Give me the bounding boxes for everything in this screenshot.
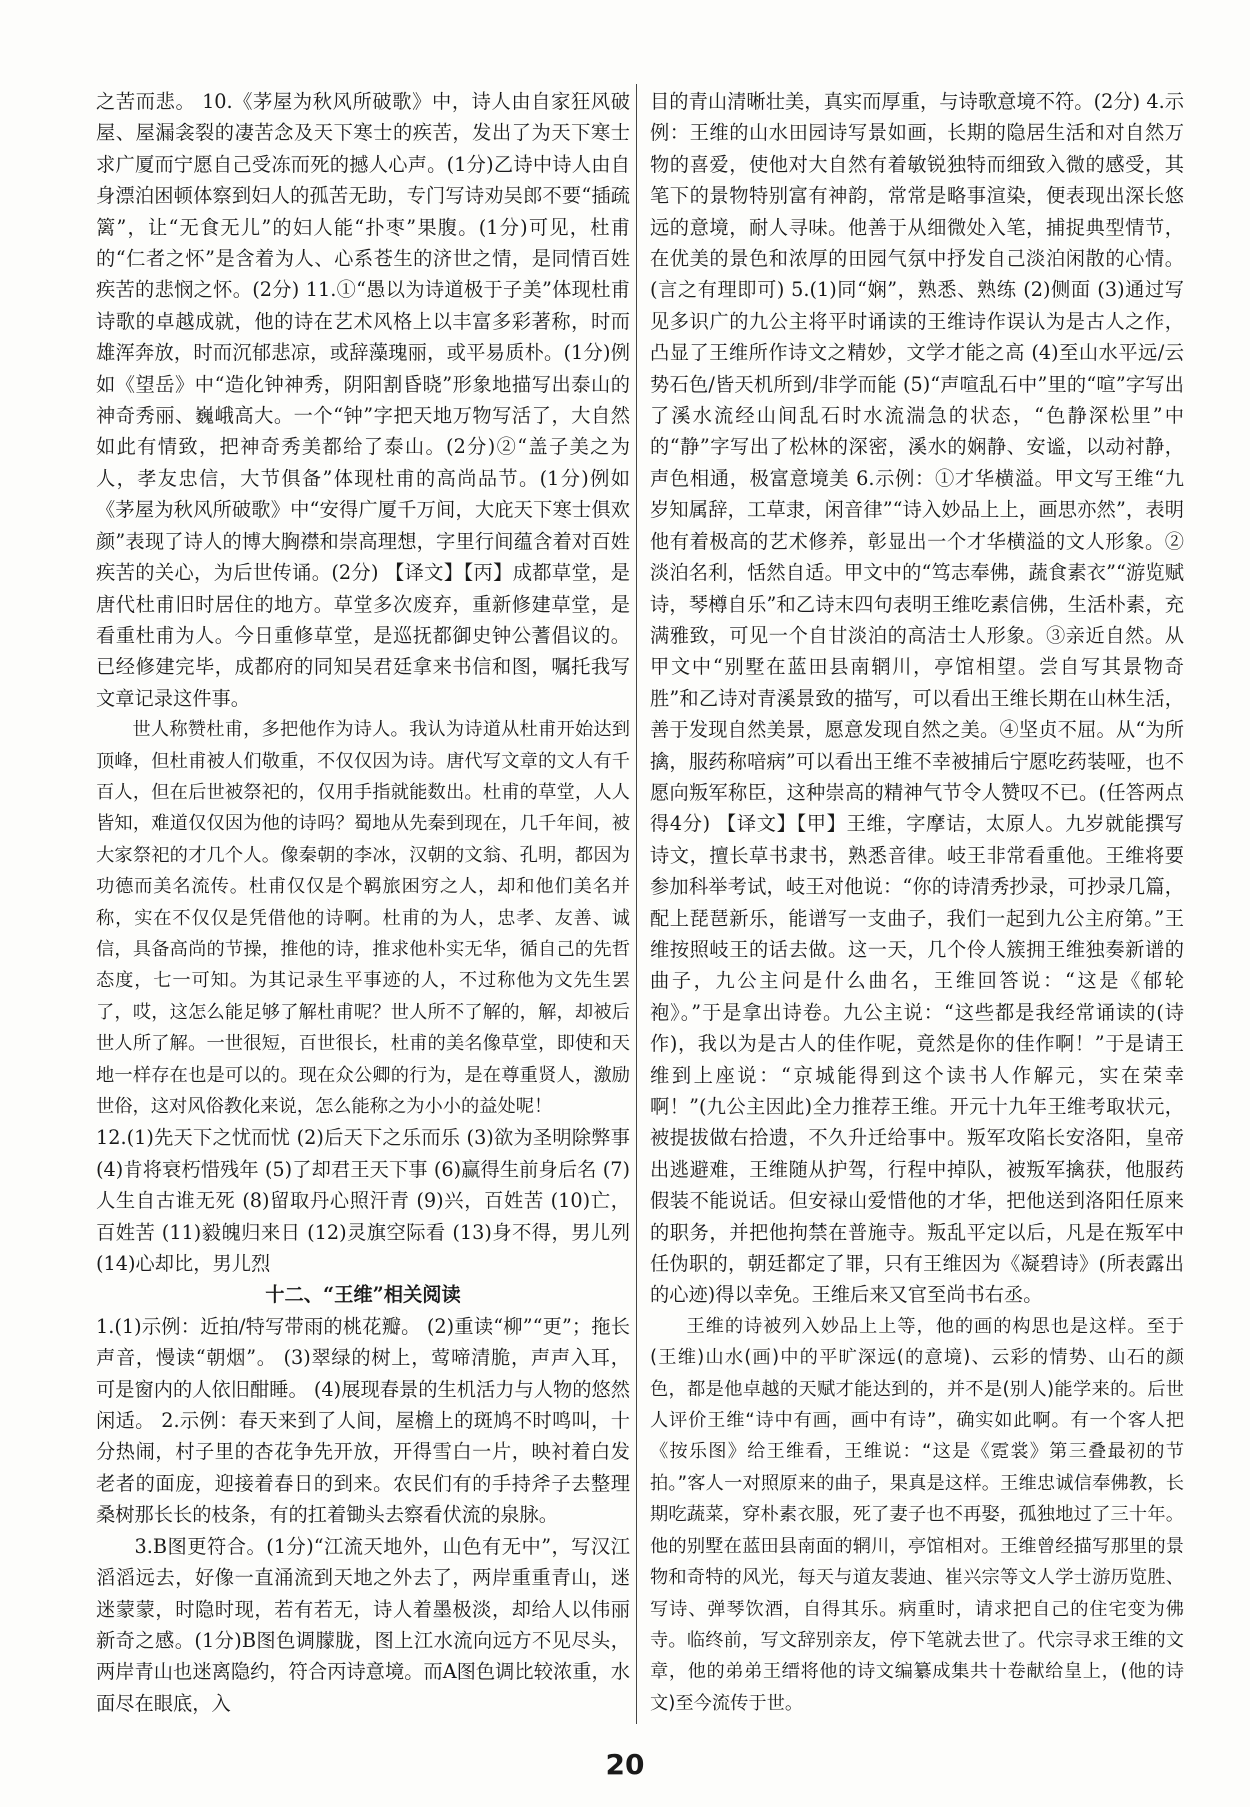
- answer-text-block: 12.(1)先天下之忧而忧 (2)后天下之乐而乐 (3)欲为圣明除弊事 (4)肯将衰朽惜残年 (5)了却君王天下事 (6)赢得生前身后名 (7)人生自古谁无死 (8)留取丹心照汗青 (9)兴，百姓苦 (10)亡，百姓苦 (11)毅魄归来日 (12)灵旗空际看 (13)身不得，男儿列 (14)心却比，男儿烈: [96, 1126, 630, 1276]
- answer-text-block: 目的青山清晰壮美，真实而厚重，与诗歌意境不符。(2分) 4.示例：王维的山水田园诗写景如画，长期的隐居生活和对自然万物的喜爱，使他对大自然有着敏锐独特而细致入微的感受，其笔下的景物特别富有神韵，常常是略事渲染，便表现出深长悠远的意境，耐人寻味。他善于从细微处入笔，捕捉典型情节，在优美的景色和浓厚的田园气氛中抒发自己淡泊闲散的心情。(言之有理即可) 5.(1)同“娴”，熟悉、熟练 (2)侧面 (3)通过写见多识广的九公主将平时诵读的王维诗作误认为是古人之作，凸显了王维所作诗文之精妙，文学才能之高 (4)至山水平远/云势石色/皆天机所到/非学而能 (5)“声喧乱石中”里的“喧”字写出了溪水流经山间乱石时水流湍急的状态，“色静深松里”中的“静”字写出了松林的深密，溪水的娴静、安谧，以动衬静，声色相通，极富意境美 6.示例：①才华横溢。甲文写王维“九岁知属辞，工草隶，闲音律”“诗入妙品上上，画思亦然”，表明他有着极高的艺术修养，彰显出一个才华横溢的文人形象。②淡泊名利，恬然自适。甲文中的“笃志奉佛，蔬食素衣”“游览赋诗，琴樽自乐”和乙诗末四句表明王维吃素信佛，生活朴素，充满雅致，可见一个自甘淡泊的高洁士人形象。③亲近自然。从甲文中“别墅在蓝田县南辋川，亭馆相望。尝自写其景物奇胜”和乙诗对青溪景致的描写，可以看出王维长期在山林生活，善于发现自然美景，愿意发现自然之美。④坚贞不屈。从“为所擒，服药称喑病”可以看出王维不幸被捕后宁愿吃药装哑，也不愿向叛军称臣，这种崇高的精神气节令人赞叹不已。(任答两点得4分) 【译文】【甲】王维，字摩诘，太原人。九岁就能撰写诗文，擅长草书隶书，熟悉音律。岐王非常看重他。王维将要参加科举考试，岐王对他说：“你的诗清秀抄录，可抄录几篇，配上琵琶新乐，能谱写一支曲子，我们一起到九公主府第。”王维按照岐王的话去做。这一天，几个伶人簇拥王维独奏新谱的曲子，九公主问是什么曲名，王维回答说：“这是《郁轮袍》。”于是拿出诗卷。九公主说：“这些都是我经常诵读的(诗作)，我以为是古人的佳作呢，竟然是你的佳作啊！”于是请王维到上座说：“京城能得到这个读书人作解元，实在荣幸啊！”(九公主因此)全力推荐王维。开元十九年王维考取状元，被提拔做右拾遗，不久升迁给事中。叛军攻陷长安洛阳，皇帝出逃避难，王维随从护驾，行程中掉队，被叛军擒获，他服药假装不能说话。但安禄山爱惜他的才华，把他送到洛阳任原来的职务，并把他拘禁在普施寺。叛乱平定以后，凡是在叛军中任伪职的，朝廷都定了罪，只有王维因为《凝碧诗》(所表露出的心迹)得以幸免。王维后来又官至尚书右丞。: [650, 90, 1184, 1307]
- translation-paragraph: 王维的诗被列入妙品上上等，他的画的构思也是这样。至于(王维)山水(画)中的平旷深远(的意境)、云彩的情势、山石的颜色，都是他卓越的天赋才能达到的，并不是(别人)能学来的。后世人评价王维“诗中有画，画中有诗”，确实如此啊。有一个客人把《按乐图》给王维看，王维说：“这是《霓裳》第三叠最初的节拍。”客人一对照原来的曲子，果真是这样。王维忠诚信奉佛教，长期吃蔬菜，穿朴素衣服，死了妻子也不再娶，孤独地过了三十年。他的别墅在蓝田县南面的辋川，亭馆相对。王维曾经描写那里的景物和奇特的风光，每天与道友裴迪、崔兴宗等文人学士游历览胜、写诗、弹琴饮酒，自得其乐。病重时，请求把自己的住宅变为佛寺。临终前，写文辞别亲友，停下笔就去世了。代宗寻求王维的文章，他的弟弟王缙将他的诗文编纂成集共十卷献给皇上，(他的诗文)至今流传于世。: [650, 1315, 1184, 1714]
- section-title: 十二、“王维”相关阅读: [265, 1283, 461, 1307]
- answer-text-block: 3.B图更符合。(1分)“江流天地外，山色有无中”，写汉江滔滔远去，好像一直涌流到天地之外去了，两岸重重青山，迷迷蒙蒙，时隐时现，若有若无，诗人着墨极淡，却给人以伟丽新奇之感。(1分)B图色调朦胧，图上江水流向远方不见尽头，两岸青山也迷离隐约，符合丙诗意境。而A图色调比较浓重，水面尽在眼底，入: [96, 1534, 630, 1715]
- answer-text-block: 之苦而悲。 10.《茅屋为秋风所破歌》中，诗人由自家狂风破屋、屋漏衾裂的凄苦念及天下寒士的疾苦，发出了为天下寒士求广厦而宁愿自己受冻而死的撼人心声。(1分)乙诗中诗人由自身漂泊困顿体察到妇人的孤苦无助，专门写诗劝吴郎不要“插疏篱”，让“无食无儿”的妇人能“扑枣”果腹。(1分)可见，杜甫的“仁者之怀”是含着为人、心系苍生的济世之情，是同情百姓疾苦的悲悯之怀。(2分) 11.①“愚以为诗道极于子美”体现杜甫诗歌的卓越成就，他的诗在艺术风格上以丰富多彩著称，时而雄浑奔放，时而沉郁悲凉，或辞藻瑰丽，或平易质朴。(1分)例如《望岳》中“造化钟神秀，阴阳割昏晓”形象地描写出泰山的神奇秀丽、巍峨高大。一个“钟”字把天地万物写活了，大自然如此有情致，把神奇秀美都给了泰山。(2分)②“盖子美之为人，孝友忠信，大节俱备”体现杜甫的高尚品节。(1分)例如《茅屋为秋风所破歌》中“安得广厦千万间，大庇天下寒士俱欢颜”表现了诗人的博大胸襟和崇高理想，字里行间蕴含着对百姓疾苦的关心，为后世传诵。(2分) 【译文】【丙】成都草堂，是唐代杜甫旧时居住的地方。草堂多次废弃，重新修建草堂，是看重杜甫为人。今日重修草堂，是巡抚都御史钟公蓍倡议的。已经修建完毕，成都府的同知吴君廷拿来书信和图，嘱托我写文章记录这件事。: [96, 90, 630, 710]
- left-column: [96, 86, 630, 1719]
- answer-text-block: 1.(1)示例：近拍/特写带雨的桃花瓣。 (2)重读“柳”“更”；拖长声音，慢读“朝烟”。 (3)翠绿的树上，莺啼清脆，声声入耳，可是窗内的人依旧酣睡。 (4)展现春景的生机活力与人物的悠然闲适。 2.示例：春天来到了人间，屋檐上的斑鸠不时鸣叫，十分热闹，村子里的杏花争先开放，开得雪白一片，映衬着白发老者的面庞，迎接着春日的到来。农民们有的手持斧子去整理桑树那长长的枝条，有的扛着锄头去察看伏流的泉脉。: [96, 1314, 630, 1527]
- column-divider: [636, 84, 637, 1724]
- translation-paragraph: 世人称赞杜甫，多把他作为诗人。我认为诗道从杜甫开始达到顶峰，但杜甫被人们敬重，不仅仅因为诗。唐代写文章的文人有千百人，但在后世被祭祀的，仅用手指就能数出。杜甫的草堂，人人皆知，难道仅仅因为他的诗吗？蜀地从先秦到现在，几千年间，被大家祭祀的才几个人。像秦朝的李冰，汉朝的文翁、孔明，都因为功德而美名流传。杜甫仅仅是个羁旅困穷之人，却和他们美名并称，实在不仅仅是凭借他的诗啊。杜甫的为人，忠孝、友善、诚信，具备高尚的节操，推他的诗，推求他朴实无华，循自己的先哲态度，七一可知。为其记录生平事迹的人，不过称他为文先生罢了，哎，这怎么能足够了解杜甫呢？世人所不了解的，解，却被后世人所了解。一世很短，百世很长，杜甫的美名像草堂，即使和天地一样存在也是可以的。现在众公卿的行为，是在尊重贤人，激励世俗，这对风俗教化来说，怎么能称之为小小的益处呢！: [96, 719, 630, 1117]
- right-column: [650, 86, 1184, 1719]
- page-number: 20: [605, 1748, 645, 1781]
